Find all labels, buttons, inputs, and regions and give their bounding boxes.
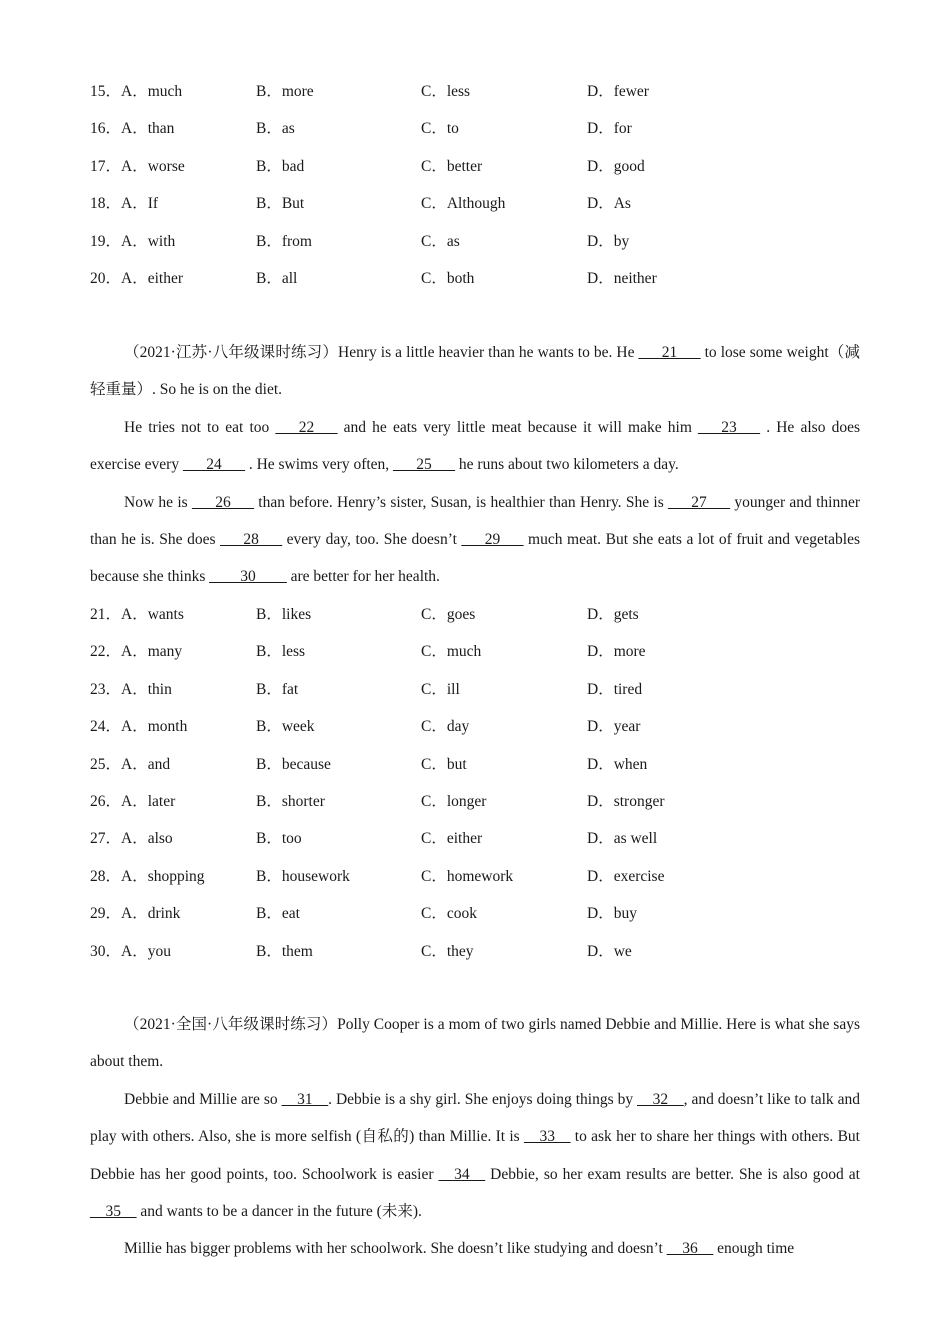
option-b: B．from (256, 232, 312, 250)
blank-26: ___26___ (191, 493, 254, 511)
question-row-24 (90, 719, 870, 756)
blank-30: ____30____ (209, 568, 287, 586)
option-b: B．eat (256, 905, 300, 923)
passage-paragraph: Debbie and Millie are so __31__. Debbie is a shy girl. She enjoys doing things by __32__, and doesn’t like to talk and play with others. Also, she is more selfish (自私的) than Millie. It is __33__ to ask her to share her things with others. But Debbie has her good points, too. Schoolwork is easier __34__ Debbie, so her exam results are better. She is also good at __35__ and wants to be a dancer in the future (未来). (90, 1090, 860, 1221)
question-number: 28． (90, 867, 122, 885)
option-d: D．by (587, 232, 630, 250)
option-c: C．either (421, 830, 483, 848)
option-c: C．cook (421, 905, 477, 923)
question-number: 15． (90, 83, 122, 100)
question-row-23 (90, 682, 870, 719)
option-a: A．either (121, 269, 183, 287)
option-b: B．likes (256, 606, 312, 623)
option-c: C．they (421, 942, 474, 960)
option-a: A．shopping (121, 867, 205, 885)
question-row-22 (90, 644, 870, 681)
option-b: B．because (256, 755, 331, 773)
cloze-passage-polly (90, 1006, 860, 1268)
option-b: B．But (256, 195, 305, 213)
option-c: C．as (421, 232, 460, 250)
passage-paragraph: He tries not to eat too ___22___ and he eats very little meat because it will make him ___23___ . He also does exercise every ___24___ . He swims very often, ___25___ he runs about two kilometers a day. (90, 418, 861, 474)
question-row-28 (90, 869, 870, 906)
option-a: A．wants (121, 606, 184, 623)
question-number: 20． (90, 269, 122, 287)
option-a: A．If (121, 195, 159, 213)
option-d: D．as well (587, 830, 658, 848)
passage-paragraph: （2021·全国·八年级课时练习）Polly Cooper is a mom of two girls named Debbie and Millie. Here is what she says about them. (90, 1016, 860, 1071)
option-c: C．longer (421, 792, 487, 810)
option-b: B．too (256, 830, 302, 848)
option-c: C．day (421, 718, 470, 736)
options-block-15-20 (90, 84, 870, 308)
option-b: B．week (256, 718, 315, 736)
option-d: D．fewer (587, 83, 649, 100)
blank-25: ___25___ (393, 456, 456, 474)
option-d: D．we (587, 942, 632, 960)
option-c: C．goes (421, 606, 476, 623)
option-d: D．good (587, 157, 645, 175)
question-row-19 (90, 234, 870, 271)
option-c: C．both (421, 269, 475, 287)
option-d: D．more (587, 643, 646, 661)
option-d: D．for (587, 120, 632, 138)
question-row-18 (90, 196, 870, 233)
blank-33: __33__ (524, 1128, 571, 1146)
option-a: A．much (121, 83, 183, 100)
question-row-25 (90, 757, 870, 794)
option-d: D．exercise (587, 867, 665, 885)
blank-22: ___22___ (275, 418, 338, 436)
option-c: C．Although (421, 195, 506, 213)
option-b: B．housework (256, 867, 350, 885)
option-a: A．you (121, 942, 171, 960)
option-b: B．shorter (256, 792, 325, 810)
option-a: A．drink (121, 905, 181, 923)
question-number: 19． (90, 232, 122, 250)
passage-paragraph: Now he is ___26___ than before. Henry’s sister, Susan, is healthier than Henry. She is ___27___ younger and thinner than he is. She does ___28___ every day, too. She doesn’t ___29___ much meat. But she eats a lot of fruit and vegetables because she thinks ____30____ are better for her health. (90, 493, 860, 586)
question-number: 21． (90, 606, 122, 623)
option-b: B．less (256, 643, 306, 661)
question-row-29 (90, 906, 870, 943)
question-number: 26． (90, 792, 122, 810)
option-c: C．ill (421, 680, 460, 698)
question-row-20 (90, 271, 870, 308)
question-row-21 (90, 607, 870, 644)
question-number: 27． (90, 830, 122, 848)
option-d: D．stronger (587, 792, 665, 810)
blank-28: ___28___ (220, 531, 283, 549)
option-b: B．fat (256, 680, 299, 698)
option-d: D．year (587, 718, 641, 736)
passage-paragraph: Millie has bigger problems with her schoolwork. She doesn’t like studying and doesn’t __36__ enough time (124, 1240, 795, 1258)
option-d: D．buy (587, 905, 637, 923)
question-row-27 (90, 831, 870, 868)
option-b: B．all (256, 269, 298, 287)
question-row-15 (90, 84, 870, 121)
blank-34: __34__ (438, 1165, 486, 1183)
question-number: 17． (90, 157, 122, 175)
option-a: A．also (121, 830, 173, 848)
blank-21: ___21___ (638, 344, 701, 361)
option-a: A．later (121, 792, 176, 810)
option-d: D．gets (587, 606, 639, 623)
question-number: 25． (90, 755, 122, 773)
option-a: A．many (121, 643, 183, 661)
option-b: B．as (256, 120, 295, 138)
blank-27: ___27___ (668, 493, 731, 511)
blank-31: __31__ (281, 1090, 329, 1108)
blank-29: ___29___ (461, 531, 524, 549)
question-number: 18． (90, 195, 122, 213)
options-block-21-30 (90, 607, 870, 981)
question-number: 22． (90, 643, 122, 661)
question-number: 30． (90, 942, 122, 960)
question-number: 23． (90, 680, 122, 698)
question-row-16 (90, 121, 870, 158)
blank-24: ___24___ (182, 456, 245, 474)
option-c: C．to (421, 120, 459, 138)
question-row-30 (90, 944, 870, 981)
option-d: D．neither (587, 269, 657, 287)
option-a: A．and (121, 755, 171, 773)
question-row-26 (90, 794, 870, 831)
cloze-passage-henry (90, 334, 860, 596)
option-a: A．month (121, 718, 188, 736)
blank-32: __32__ (637, 1090, 684, 1108)
question-number: 16． (90, 120, 122, 138)
option-b: B．them (256, 942, 313, 960)
passage-paragraph: （2021·江苏·八年级课时练习）Henry is a little heavier than he wants to be. He ___21___ to lose some weight（减轻重量）. So he is on the diet. (90, 344, 860, 399)
option-c: C．less (421, 83, 471, 100)
option-a: A．thin (121, 680, 172, 698)
option-d: D．As (587, 195, 631, 213)
option-b: B．more (256, 83, 314, 100)
question-number: 29． (90, 905, 122, 923)
option-d: D．tired (587, 680, 643, 698)
option-c: C．homework (421, 867, 514, 885)
option-c: C．but (421, 755, 467, 773)
blank-36: __36__ (666, 1240, 714, 1258)
option-c: C．better (421, 157, 483, 175)
option-b: B．bad (256, 157, 305, 175)
option-a: A．than (121, 120, 175, 138)
question-row-17 (90, 159, 870, 196)
blank-35: __35__ (90, 1203, 137, 1221)
option-d: D．when (587, 755, 648, 773)
blank-23: ___23___ (698, 418, 761, 436)
option-c: C．much (421, 643, 482, 661)
question-number: 24． (90, 718, 122, 736)
option-a: A．with (121, 232, 176, 250)
option-a: A．worse (121, 157, 185, 175)
